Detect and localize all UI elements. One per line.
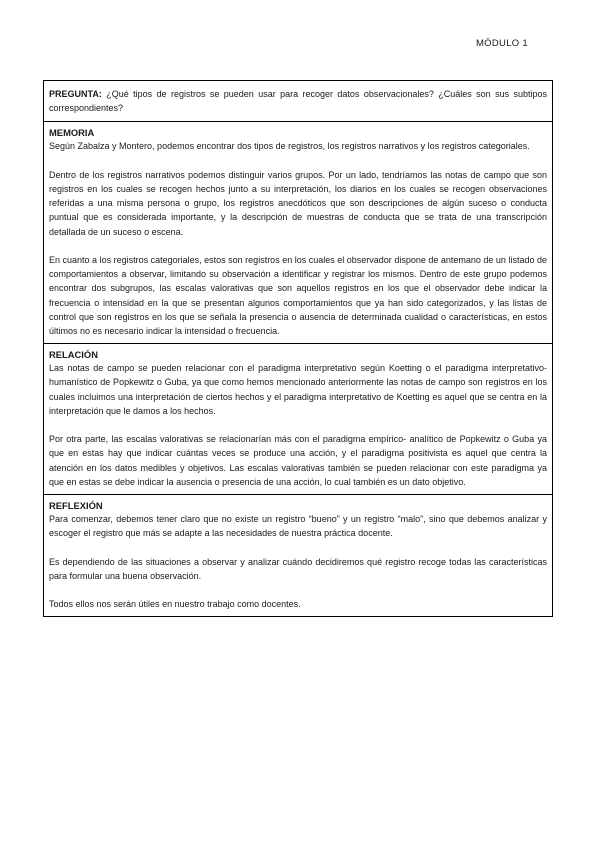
reflexion-section [44,494,552,616]
document-table [43,80,553,617]
relacion-paragraph-1: Las notas de campo se pueden relacionar con el paradigma interpretativo según Koetting o el paradigma interpretativo-humanístico de Popkewitz o Guba, ya que como hemos mencionado anteriormente las notas de campo son registros en los cuales incluimos una interpretación de ciertos hechos y el paradigma interpretativo de Koetting es aquel que se centra en la interpretación que le damos a los hechos. [49,363,547,416]
reflexion-paragraph-2: Es dependiendo de las situaciones a observar y analizar cuándo decidiremos qué registro recoge todas las características para formular una buena observación. [49,556,547,581]
reflexion-paragraph-1: Para comenzar, debemos tener claro que no existe un registro “bueno” y un registro “malo”, sino que debemos analizar y escoger el registro que más se adapte a las necesidades de nuestra práctica docente. [49,514,547,539]
module-header: MÓDULO 1 [475,38,528,49]
question-cell [44,81,552,121]
memoria-section [44,121,552,343]
question-label: PREGUNTA: [49,89,102,99]
memoria-title: MEMORIA [49,127,95,139]
memoria-paragraph-2: Dentro de los registros narrativos podemos distinguir varios grupos. Por un lado, tendríamos las notas de campo que son registros en los cuales se recogen hechos junto a su interpretación, los diarios en los cuales se recogen observaciones referidas a una misma persona o grupo, los registros anecdóticos que son descripciones de algún suceso o conducta puntual que es considerada importante, y la descripción de muestras de conducta que se trata de una transcripción detallada de un suceso o escena. [49,169,547,237]
memoria-paragraph-1: Según Zabalza y Montero, podemos encontrar dos tipos de registros, los registros narrativos y los registros categoriales. [49,141,530,152]
question-body: ¿Qué tipos de registros se pueden usar para recoger datos observacionales? ¿Cuáles son sus subtipos correspondientes? [49,89,547,114]
memoria-paragraph-3: En cuanto a los registros categoriales, estos son registros en los cuales el observador dispone de antemano de un listado de comportamientos a observar, limitando su observación a identificar y registrar los mismos. Dentro de este grupo podemos encontrar dos subgrupos, las escalas valorativas que son aquellos registros en los que el observador debe indicar la frecuencia o intensidad en la que se presentan algunos comportamientos que ya han sido categorizados, y las listas de control que son registros en los que se señala la presencia o ausencia de determinada cualidad o características, en estos últimos no es necesario indicar la intensidad o frecuencia. [49,255,547,337]
question-text [49,87,547,115]
relacion-section [44,343,552,494]
relacion-title: RELACIÓN [49,349,98,361]
reflexion-paragraph-3: Todos ellos nos serán útiles en nuestro trabajo como docentes. [49,599,301,610]
reflexion-title: REFLEXIÓN [49,500,103,512]
relacion-paragraph-2: Por otra parte, las escalas valorativas se relacionarían más con el paradigma empírico- analítico de Popkewitz o Guba ya que en estas hay que indicar cuántas veces se produce una acción, y el paradigma positivista es aquel que centra la atención en los datos medibles y objetivos. Las escalas valorativas también se pueden relacionar con este paradigma ya que en estas se debe indicar la ausencia o presencia de una acción, lo cual también es un dato objetivo. [49,434,547,487]
